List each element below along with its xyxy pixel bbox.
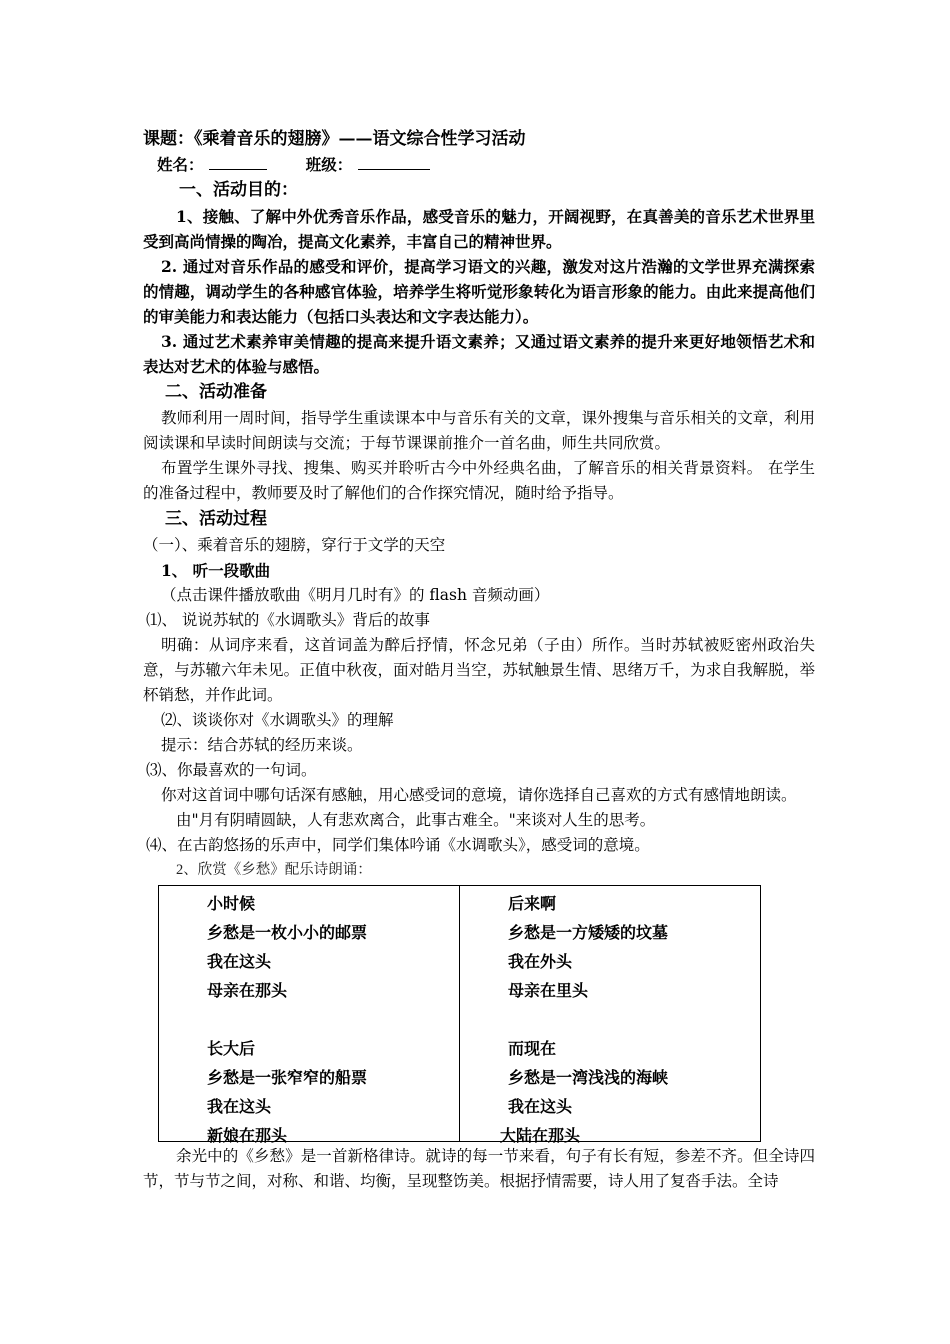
poem-line: 长大后 bbox=[207, 1039, 256, 1058]
poem-line: 乡愁是一方矮矮的坟墓 bbox=[508, 923, 669, 942]
poem-line: 新娘在那头 bbox=[207, 1126, 288, 1145]
poem-line: 乡愁是一张窄窄的船票 bbox=[207, 1068, 368, 1087]
item1-note: （点击课件播放歌曲《明月几时有》的 flash 音频动画） bbox=[161, 586, 550, 604]
poem-table bbox=[158, 885, 761, 1145]
class-label: 班级： bbox=[305, 155, 353, 174]
section1-paragraph-3: 3. 通过艺术素养审美情趣的提高来提升语文素养；又通过语文素养的提升来更好地领悟艺术和表达对艺术的体验与感悟。 bbox=[143, 332, 815, 376]
section2-paragraph-2: 布置学生课外寻找、搜集、购买并聆听古今中外经典名曲，了解音乐的相关背景资料。 在学生的准备过程中，教师要及时了解他们的合作探究情况，随时给予指导。 bbox=[143, 459, 815, 502]
question-1: ⑴、 说说苏轼的《水调歌头》背后的故事 bbox=[146, 611, 430, 629]
name-class-line bbox=[143, 152, 815, 177]
section2-paragraph-1: 教师利用一周时间，指导学生重读课本中与音乐有关的文章，课外搜集与音乐相关的文章，利用阅读课和早读时间朗读与交流；于每节课课前推介一首名曲，师生共同欣赏。 bbox=[143, 409, 815, 452]
poem-line: 我在外头 bbox=[508, 952, 573, 971]
name-blank[interactable] bbox=[209, 154, 267, 170]
question-3-text: 你对这首词中哪句话深有感触，用心感受词的意境，请你选择自己喜欢的方式有感情地朗读。 bbox=[161, 786, 797, 804]
question-1-answer: 明确：从词序来看，这首词盖为醉后抒情，怀念兄弟（子由）所作。当时苏轼被贬密州政治失意，与苏辙六年未见。正值中秋夜，面对皓月当空，苏轼触景生情、思绪万千，为求自我解脱，举杯销愁，并作此词。 bbox=[143, 636, 815, 704]
poem-line: 而现在 bbox=[508, 1039, 557, 1058]
poem-line: 我在这头 bbox=[508, 1097, 573, 1116]
poem-line bbox=[508, 1005, 760, 1034]
poem-line: 乡愁是一湾浅浅的海峡 bbox=[508, 1068, 669, 1087]
document-body bbox=[143, 127, 815, 1194]
poem-column-left bbox=[159, 886, 459, 1145]
section1-paragraph-2: 2. 通过对音乐作品的感受和评价，提高学习语文的兴趣，激发对这片浩瀚的文学世界充满探索的情趣，调动学生的各种感官体验，培养学生将听觉形象转化为语言形象的能力。由此来提高他们的审美能力和表达能力（包括口头表达和文字表达能力）。 bbox=[143, 257, 815, 326]
poem-line: 我在这头 bbox=[207, 952, 272, 971]
poem-line bbox=[207, 1005, 459, 1034]
item2-title: 2、欣赏《乡愁》配乐诗朗诵： bbox=[176, 862, 372, 878]
poem-line: 我在这头 bbox=[207, 1097, 272, 1116]
poem-line: 后来啊 bbox=[508, 894, 557, 913]
question-4: ⑷、在古韵悠扬的乐声中，同学们集体吟诵《水调歌头》，感受词的意境。 bbox=[146, 836, 650, 854]
page-title: 课题：《乘着音乐的翅膀》——语文综合性学习活动 bbox=[143, 129, 526, 149]
class-blank[interactable] bbox=[358, 154, 430, 170]
question-3: ⑶、你最喜欢的一句词。 bbox=[146, 761, 317, 779]
question-3-text-2: 由"月有阴晴圆缺，人有悲欢离合，此事古难全。"来谈对人生的思考。 bbox=[176, 811, 656, 829]
item1-title: 1、 听一段歌曲 bbox=[161, 561, 271, 580]
section3-heading: 三、活动过程 bbox=[165, 509, 267, 529]
poem-line: 大陆在那头 bbox=[500, 1126, 581, 1145]
section1-heading: 一、活动目的： bbox=[179, 180, 298, 200]
poem-line: 母亲在那头 bbox=[207, 981, 288, 1000]
closing-paragraph: 余光中的《乡愁》是一首新格律诗。就诗的每一节来看，句子有长有短，参差不齐。但全诗四节，节与节之间，对称、和谐、均衡，呈现整饬美。根据抒情需要，诗人用了复沓手法。全诗 bbox=[143, 1147, 815, 1190]
question-2: ⑵、谈谈你对《水调歌头》的理解 bbox=[161, 711, 394, 729]
poem-line: 小时候 bbox=[207, 894, 256, 913]
name-label: 姓名： bbox=[157, 155, 204, 174]
section1-paragraph-1: 1、接触、了解中外优秀音乐作品，感受音乐的魅力，开阔视野，在真善美的音乐艺术世界里受到高尚情操的陶冶，提高文化素养，丰富自己的精神世界。 bbox=[143, 207, 815, 251]
poem-line: 母亲在里头 bbox=[508, 981, 589, 1000]
part1-title: （一）、乘着音乐的翅膀，穿行于文学的天空 bbox=[143, 536, 446, 554]
question-2-hint: 提示：结合苏轼的经历来谈。 bbox=[161, 736, 363, 754]
section2-heading: 二、活动准备 bbox=[165, 382, 267, 402]
poem-line: 乡愁是一枚小小的邮票 bbox=[207, 923, 368, 942]
poem-column-right bbox=[459, 886, 760, 1145]
